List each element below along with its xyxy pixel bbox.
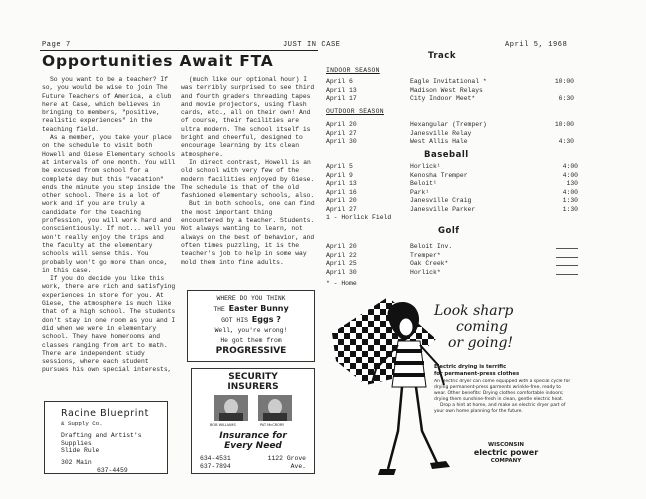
schedule-row: April 25 Oak Creek* [326, 260, 578, 269]
ad-subtitle: & Supply Co. [61, 420, 103, 427]
ad-address: 1122 Grove Ave. [267, 455, 306, 470]
schedule-row: April 27 Janesville Relay [326, 129, 472, 137]
article-paragraph: In direct contrast, Howell is an old school with very few of the modern facilities enjoyed by Giese. The schedule is that of the old fashioned elementary schools, also. [181, 158, 315, 200]
schedule-row: April 16 Park¹ 4:00 [326, 188, 578, 196]
agent-photo [258, 395, 292, 421]
photo-caption: BOB WILLIAMS [210, 423, 236, 427]
ad-line: He got them from [220, 337, 282, 344]
schedule-row: April 20 Janesville Craig 1:30 [326, 197, 578, 204]
ad-products: Drafting and Artist's Supplies Slide Rule [61, 432, 142, 454]
schedule-row: April 30 Horlick* [326, 269, 578, 278]
schedule-row: April 5 Horlick¹ 4:00 [326, 163, 578, 170]
baseball-footnote: 1 - Horlick Field [326, 214, 392, 221]
outdoor-season-label: OUTDOOR SEASON [326, 108, 384, 115]
ad-line: THE Easter Bunny [213, 304, 289, 313]
track-indoor-schedule [326, 78, 574, 104]
article-paragraph: As a member, you take your place on the schedule to visit both Howell and Giese Elementary schools at intervals of one month. You will be excused from school for a complete day but this "vacation" ends the minute you step inside the other school. There is a lot of work and if you are truly a candidate for the teaching profession, you will work hard and conscientiously. If not... well you won't really enjoy the trips and the faculty at the elementary schools will sense this. You probably won't go more than once, in this case. [42, 134, 176, 274]
page-number: Page 7 [42, 41, 71, 49]
ad-company-logo: WISCONSIN electric power COMPANY [473, 442, 539, 464]
article-paragraph: If you do decide you like this work, there are rich and satisfying experiences in store for you. At Giese, the atmosphere is much like that of a high school. The students don't stay in one room as you and I did when we were in elementary school. They have homerooms and classes ranging from art to math. There are independent study sessions, where each student pursues his own special interests, [42, 275, 176, 374]
baseball-title: Baseball [424, 150, 469, 160]
issue-date: April 5, 1968 [505, 41, 568, 49]
progressive-ad [187, 290, 315, 362]
ad-line: WHERE DO YOU THINK [216, 295, 286, 302]
ad-title: INSURERS [227, 382, 279, 392]
security-insurers-ad [191, 368, 315, 474]
ad-title: Racine Blueprint [61, 408, 149, 419]
article-column-2 [181, 76, 315, 286]
schedule-row: April 13 Beloit¹ 130 [326, 180, 578, 187]
paper-name: JUST IN CASE [283, 41, 341, 49]
ad-line: GOT HIS Eggs ? [221, 315, 281, 324]
golf-footnote: * - Home [326, 280, 357, 287]
golf-title: Golf [438, 226, 460, 236]
schedule-row: April 9 Kenosha Tremper 4:00 [326, 171, 578, 179]
indoor-season-label: INDOOR SEASON [326, 67, 380, 74]
ad-subhead: Electric drying is terrific for permanent-press clothes [434, 364, 520, 377]
schedule-row: April 22 Tremper* [326, 252, 578, 261]
ad-script-headline: Look sharp coming or going! [434, 303, 514, 351]
wisconsin-electric-ad [326, 291, 588, 481]
track-outdoor-schedule [326, 121, 574, 147]
schedule-row: April 6 Eagle Invitational * 10:00 [326, 78, 574, 85]
headline: Opportunities Await FTA [42, 52, 274, 70]
ad-line: Well, you're wrong! [214, 327, 288, 334]
schedule-row: April 20 Beloit Inv. [326, 243, 578, 252]
ad-body: An electric dryer can come equipped with a special cycle for drying permanent-press garments wrinkle-free, ready to wear. Other benefits: Drying clothes comfortable indoors; drying them sunshine-fresh in clean, gentle electric heat. Drop a hint at home, and make an electric dryer part of your own home planning for the future. [434, 379, 571, 414]
track-title: Track [428, 51, 456, 61]
article-paragraph: But in both schools, one can find the most important thing encountered by a teacher. Students. Not always wanting to learn, not always on the best of behavior, and often times puzzling, it is the teacher's job to help in some way mold them into fine adults. [181, 200, 315, 266]
ad-title: SECURITY [228, 372, 278, 382]
ad-brand: PROGRESSIVE [215, 346, 287, 356]
header-rule [40, 50, 318, 51]
article-paragraph: So you want to be a teacher? If so, you would be wise to join The Future Teachers of America, a club here at Case, which believes in bringing to members, "positive, realistic experiences" in the teaching field. [42, 76, 172, 133]
schedule-row: April 27 Janesville Parker 1:30 [326, 205, 578, 213]
ad-phones: 634-4531 637-7894 [200, 455, 231, 470]
ad-tagline: Insurance for Every Need [219, 431, 287, 451]
photo-caption: PAT McCRORY [260, 423, 285, 427]
ad-contact: 302 Main 637-4459 [61, 458, 128, 474]
agent-photo [214, 395, 248, 421]
schedule-row: April 20 Hexangular (Tremper) 10:00 [326, 121, 574, 128]
golf-schedule [326, 243, 578, 277]
article-paragraph: (much like our optional hour) I was terribly surprised to see third and fourth graders threading tapes and movie projectors, using flash cards, etc., all on their own! And of course, their facilities are ultra modern. The school itself is bright and cheerful, designed to encourage learning by its clean atmosphere. [181, 76, 315, 158]
racine-blueprint-ad [44, 401, 168, 474]
schedule-row: April 13 Madison West Relays [326, 86, 483, 94]
schedule-row: April 30 West Allis Hale 4:30 [326, 138, 574, 145]
schedule-row: April 17 City Indoor Meet* 6:30 [326, 95, 574, 102]
baseball-schedule [326, 163, 578, 214]
article-column-1 [42, 76, 176, 392]
